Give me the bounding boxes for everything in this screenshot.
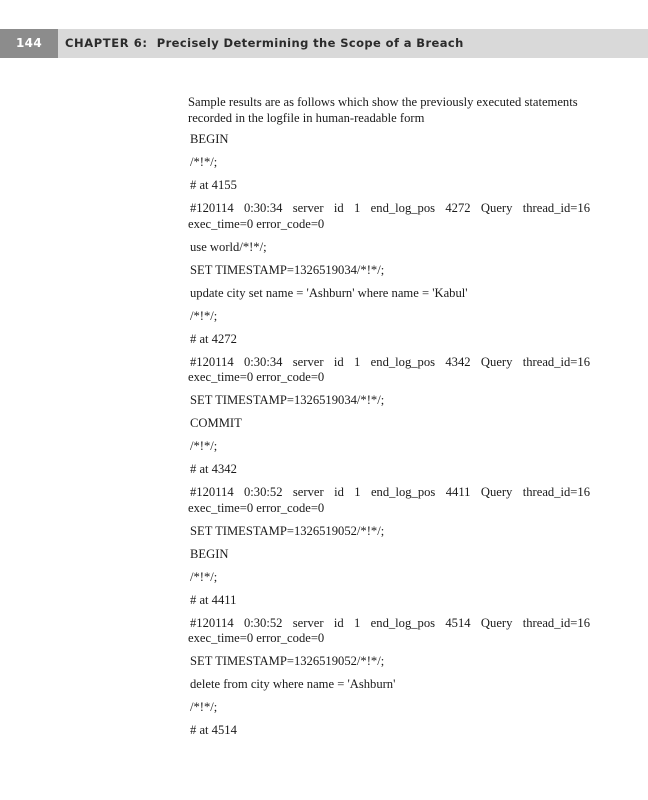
log-line: #120114 0:30:52 server id 1 end_log_pos 4514 Query thread_id=16 exec_time=0 error_code=0 <box>188 615 590 645</box>
log-line: /*!*/; <box>190 308 218 323</box>
log-line: /*!*/; <box>190 155 218 169</box>
log-line: /*!*/; <box>190 700 218 714</box>
log-line: /*!*/; <box>190 569 218 584</box>
log-line: BEGIN <box>190 546 229 561</box>
log-line: # at 4411 <box>190 592 237 607</box>
log-line: SET TIMESTAMP=1326519052/*!*/; <box>190 523 385 538</box>
log-line: SET TIMESTAMP=1326519052/*!*/; <box>190 654 385 668</box>
log-line: SET TIMESTAMP=1326519034/*!*/; <box>190 262 385 277</box>
log-line: # at 4342 <box>190 462 237 476</box>
chapter-heading <box>65 29 464 58</box>
chapter-title: Precisely Determining the Scope of a Breach <box>156 36 464 50</box>
log-line: # at 4155 <box>190 178 237 192</box>
log-line: update city set name = 'Ashburn' where name = 'Kabul' <box>190 285 468 300</box>
log-line: # at 4514 <box>190 723 237 737</box>
log-line: delete from city where name = 'Ashburn' <box>190 677 396 691</box>
log-line: BEGIN <box>190 132 229 146</box>
intro-paragraph: Sample results are as follows which show the previously executed statements recorded in the logfile in human-readable form <box>188 95 578 125</box>
log-line: # at 4272 <box>190 331 237 346</box>
log-line: #120114 0:30:34 server id 1 end_log_pos 4272 Query thread_id=16 exec_time=0 error_code=0 <box>188 201 590 231</box>
log-line: use world/*!*/; <box>190 239 267 254</box>
chapter-number: CHAPTER 6: <box>65 36 148 50</box>
log-line: /*!*/; <box>190 439 218 453</box>
log-line: COMMIT <box>190 416 242 430</box>
page-body <box>188 95 590 746</box>
running-header <box>0 29 648 58</box>
page-number: 144 <box>0 29 58 58</box>
log-line: #120114 0:30:34 server id 1 end_log_pos 4342 Query thread_id=16 exec_time=0 error_code=0 <box>188 354 590 384</box>
log-line: #120114 0:30:52 server id 1 end_log_pos 4411 Query thread_id=16 exec_time=0 error_code=0 <box>188 485 590 515</box>
log-line: SET TIMESTAMP=1326519034/*!*/; <box>190 393 385 407</box>
